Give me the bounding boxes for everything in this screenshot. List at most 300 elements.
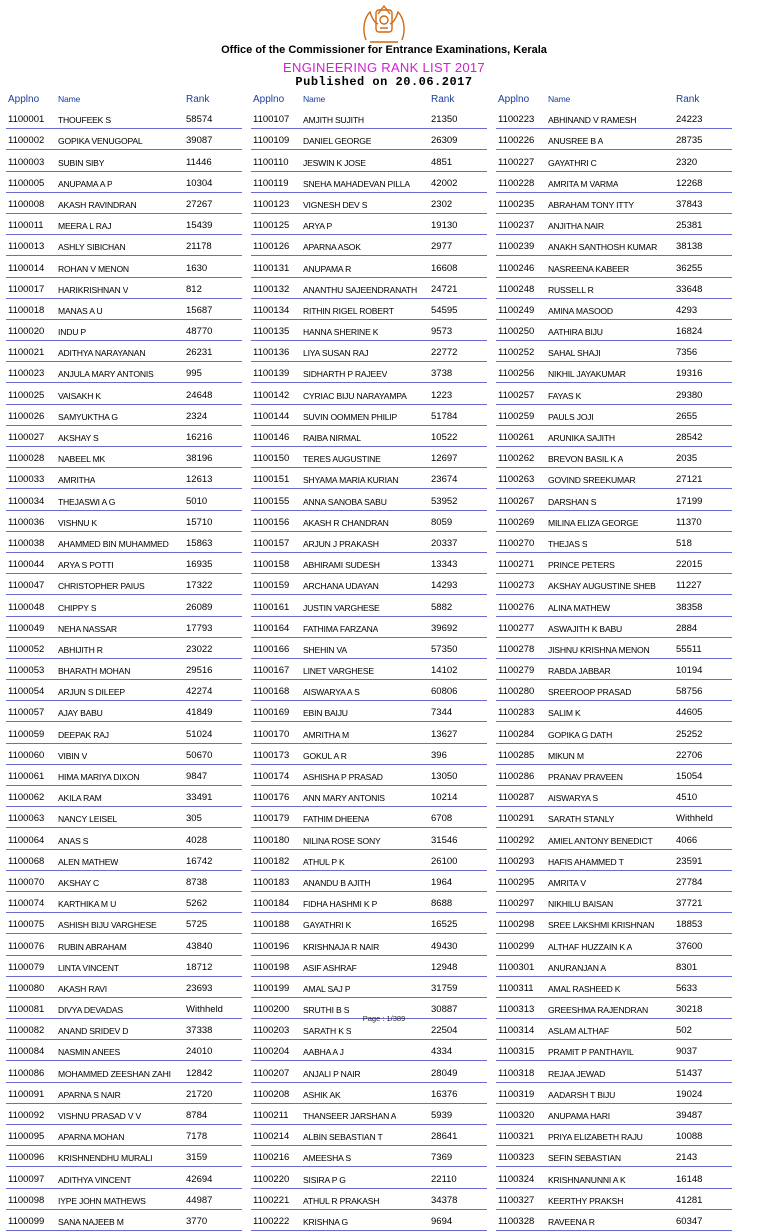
rank-value: 10214 [431,792,458,804]
table-row [6,722,242,743]
appl-no: 1100174 [253,771,290,782]
table-row [6,172,242,193]
candidate-name: SIDHARTH P RAJEEV [303,369,388,380]
rank-value: 28049 [431,1067,458,1079]
appl-no: 1100313 [498,1004,535,1016]
rank-value: 502 [676,1025,692,1037]
appl-no: 1100008 [8,198,45,210]
appl-no: 1100180 [253,834,290,846]
rank-value: 4334 [431,1046,453,1058]
candidate-name: JESWIN K JOSE [303,157,366,168]
appl-no: 1100267 [498,495,535,507]
appl-no: 1100286 [498,771,535,782]
table-row [496,871,732,892]
table-row [6,1125,242,1146]
table-row [496,1146,732,1167]
rank-value: 10194 [676,665,703,677]
appl-no: 1100277 [498,622,535,634]
rank-value: 23693 [186,982,213,994]
table-row [496,362,732,383]
appl-no: 1100028 [8,453,45,465]
table-row [251,765,487,786]
appl-no: 1100002 [8,135,45,147]
candidate-name: ALTHAF HUZZAIN K A [548,941,633,952]
table-row [6,828,242,849]
appl-no: 1100320 [498,1110,535,1121]
candidate-name: ANJULA MARY ANTONIS [58,369,154,380]
rank-value: 22772 [431,347,458,359]
rank-value: 28542 [676,432,703,443]
table-row [251,193,487,214]
table-row [496,680,732,701]
table-row [251,468,487,489]
table-row [496,1104,732,1125]
rank-value: 6708 [431,813,453,825]
rank-value: 17793 [186,622,213,634]
rank-value: 23022 [186,643,213,655]
candidate-name: AISWARYA S [548,793,598,804]
table-row [251,659,487,680]
candidate-name: AKILA RAM [58,793,102,804]
table-row [6,405,242,426]
candidate-name: MANAS A U [58,305,103,316]
appl-no: 1100159 [253,580,290,592]
candidate-name: FAYAS K [548,390,582,401]
candidate-name: ANUPAMA A P [58,178,113,189]
candidate-name: KRISHNAJA R NAIR [303,941,380,952]
rank-value: 4028 [186,834,208,846]
candidate-name: ANAKH SANTHOSH KUMAR [548,242,658,253]
table-row [251,722,487,743]
candidate-name: HARIKRISHNAN V [58,284,129,295]
candidate-name: VISHNU K [58,517,97,528]
table-row [251,341,487,362]
appl-no: 1100246 [498,262,535,274]
table-row [496,511,732,532]
table-row [251,977,487,998]
table-row [496,956,732,977]
appl-no: 1100161 [253,601,290,613]
candidate-name: ANANTHU SAJEENDRANATH [303,284,418,295]
appl-no: 1100033 [8,474,45,486]
candidate-name: ASHISH BIJU VARGHESE [58,920,157,931]
appl-no: 1100284 [498,728,535,740]
candidate-name: GAYATHRI K [303,920,352,931]
header-name: Name [58,94,81,104]
appl-no: 1100269 [498,516,535,528]
appl-no: 1100150 [253,453,290,465]
candidate-name: ASHISHA P PRASAD [303,772,383,782]
candidate-name: THOUFEEK S [58,115,111,126]
table-row [6,299,242,320]
candidate-name: ABHINAND V RAMESH [548,115,637,126]
appl-no: 1100068 [8,855,45,867]
candidate-name: THEJASWI A G [58,496,116,507]
appl-no: 1100295 [498,876,535,888]
rank-value: 37338 [186,1025,213,1037]
candidate-name: ARCHANA UDAYAN [303,581,379,592]
appl-no: 1100034 [8,495,45,507]
appl-no: 1100061 [8,771,45,782]
candidate-name: PAULS JOJI [548,411,594,422]
rank-value: 38138 [676,241,703,253]
rank-value: 16216 [186,432,213,443]
rank-value: 21178 [186,241,212,253]
appl-no: 1100283 [498,707,535,719]
table-row [6,278,242,299]
rank-value: 305 [186,813,202,825]
rank-value: 19130 [431,220,458,232]
table-row [251,680,487,701]
candidate-name: FIDHA HASHMI K P [303,899,378,910]
table-row [496,256,732,277]
appl-no: 1100027 [8,432,45,443]
rank-column-2 [251,94,487,1231]
rank-value: 10088 [676,1131,703,1143]
candidate-name: RAIBA NIRMAL [303,433,361,443]
candidate-name: SARATH STANLY [548,814,615,825]
candidate-name: AJAY BABU [58,708,103,719]
table-row [6,1210,242,1231]
rank-value: 44987 [186,1194,213,1206]
rank-value: 5882 [431,601,453,613]
appl-no: 1100328 [498,1215,535,1227]
candidate-name: SISIRA P G [303,1174,346,1185]
candidate-name: SREE LAKSHMI KRISHNAN [548,920,655,931]
appl-no: 1100092 [8,1110,45,1121]
rank-column-1 [6,94,242,1231]
table-row [496,468,732,489]
candidate-name: ANURANJAN A [548,962,606,973]
appl-no: 1100038 [8,537,45,549]
rank-value: 42002 [431,177,458,189]
table-row [6,532,242,553]
rank-value: 25252 [676,728,703,740]
appl-no: 1100280 [498,686,535,698]
table-row [251,129,487,150]
table-row [496,532,732,553]
candidate-name: ARYA P [303,221,333,232]
rank-value: 58756 [676,686,703,698]
candidate-name: SHYAMA MARIA KURIAN [303,475,399,486]
rank-value: 41281 [676,1194,703,1206]
candidate-name: GREESHMA RAJENDRAN [548,1005,649,1016]
table-row [6,1189,242,1210]
table-row [6,235,242,256]
candidate-name: ASHIK AK [303,1089,341,1100]
candidate-name: APARNA S NAIR [58,1089,121,1100]
table-row [496,553,732,574]
rank-value: 5725 [186,919,208,931]
appl-no: 1100319 [498,1088,535,1100]
appl-no: 1100020 [8,326,45,338]
candidate-name: AMAL SAJ P [303,983,351,994]
candidate-name: VISHNU PRASAD V V [58,1111,142,1121]
candidate-name: ADITHYA NARAYANAN [58,348,146,359]
rank-value: 54595 [431,304,458,316]
appl-no: 1100005 [8,177,45,189]
appl-no: 1100184 [253,898,290,910]
candidate-name: SREEROOP PRASAD [548,687,632,698]
table-row [251,701,487,722]
rank-value: 15863 [186,537,213,549]
rank-value: 13050 [431,771,458,782]
appl-no: 1100119 [253,177,289,189]
appl-no: 1100324 [498,1173,535,1185]
table-row [496,828,732,849]
candidate-name: AABHA A J [303,1047,344,1058]
candidate-name: AMRITA M VARMA [548,178,619,189]
table-row [496,595,732,616]
rank-value: 3738 [431,368,453,380]
rank-value: 2324 [186,410,208,422]
table-row [6,1104,242,1125]
table-row [6,701,242,722]
rank-value: 57350 [431,643,458,655]
appl-no: 1100021 [8,347,45,359]
appl-no: 1100023 [8,368,45,380]
appl-no: 1100025 [8,389,45,401]
table-row [6,468,242,489]
table-row [496,278,732,299]
table-row [6,129,242,150]
candidate-name: ATHUL R PRAKASH [303,1195,380,1206]
appl-no: 1100227 [498,156,535,168]
candidate-name: SUVIN OOMMEN PHILIP [303,411,398,422]
candidate-name: SHEHIN VA [303,644,347,655]
appl-no: 1100131 [253,262,290,274]
appl-no: 1100049 [8,622,45,634]
appl-no: 1100199 [253,982,290,994]
rank-value: 16742 [186,855,213,867]
table-row [496,193,732,214]
candidate-name: THANSEER JARSHAN A [303,1111,397,1121]
appl-no: 1100134 [253,304,290,316]
table-row [6,150,242,171]
table-row [6,638,242,659]
rank-value: 27267 [186,198,213,210]
rank-value: 2655 [676,410,698,422]
rank-value: 15710 [186,516,213,528]
candidate-name: BHARATH MOHAN [58,666,131,677]
rank-value: 34378 [431,1194,458,1206]
appl-no: 1100183 [253,876,290,888]
candidate-name: AADARSH T BIJU [548,1089,616,1100]
candidate-name: ANUPAMA HARI [548,1111,610,1121]
candidate-name: AKSHAY S [58,433,99,443]
appl-no: 1100109 [253,135,290,147]
appl-no: 1100164 [253,622,290,634]
rank-value: 16376 [431,1088,458,1100]
rank-value: 60806 [431,686,458,698]
candidate-name: GOPIKA VENUGOPAL [58,136,143,147]
candidate-name: MIKUN M [548,750,584,761]
rank-value: 33648 [676,283,703,295]
rank-value: 28641 [431,1131,458,1143]
table-row [251,405,487,426]
table-row [251,426,487,447]
rank-value: 23591 [676,855,703,867]
appl-no: 1100142 [253,389,290,401]
rank-value: 13627 [431,728,458,740]
appl-no: 1100311 [498,982,534,994]
candidate-name: KARTHIKA M U [58,899,117,910]
rank-value: 7369 [431,1152,453,1164]
table-row [496,1189,732,1210]
appl-no: 1100074 [8,898,45,910]
rank-value: 13343 [431,559,458,571]
appl-no: 1100170 [253,728,290,740]
rank-column-3 [496,94,732,1231]
rank-value: 29380 [676,389,703,401]
candidate-name: KRISHNA G [303,1216,348,1227]
appl-no: 1100144 [253,410,290,422]
appl-no: 1100222 [253,1215,290,1227]
rank-value: 38196 [186,453,213,465]
table-row [251,1189,487,1210]
rank-value: 19024 [676,1088,703,1100]
rank-value: 48770 [186,326,213,338]
table-row [6,744,242,765]
rank-value: 31546 [431,834,458,846]
table-row [496,807,732,828]
candidate-name: AISWARYA A S [303,687,360,698]
rank-value: 41849 [186,707,213,719]
appl-no: 1100321 [498,1131,535,1143]
candidate-name: AKASH RAVI [58,983,107,994]
rank-value: 16935 [186,559,213,571]
rank-value: 4510 [676,792,698,804]
table-row [251,447,487,468]
rank-value: 30887 [431,1004,458,1016]
rank-value: 812 [186,283,202,295]
appl-no: 1100235 [498,198,535,210]
table-row [251,532,487,553]
rank-value: 38358 [676,601,703,613]
table-row [251,150,487,171]
rank-value: 518 [676,537,692,549]
rank-value: 51024 [186,728,213,740]
rank-value: 2302 [431,198,453,210]
appl-no: 1100220 [253,1173,290,1185]
table-row [251,1040,487,1061]
rank-value: 9694 [431,1215,453,1227]
candidate-name: ANANDU B AJITH [303,877,371,888]
header-applno: Applno [8,94,40,105]
appl-no: 1100226 [498,135,535,147]
table-row [251,362,487,383]
appl-no: 1100293 [498,855,535,867]
candidate-name: SEFIN SEBASTIAN [548,1153,621,1164]
rank-value: 9037 [676,1046,698,1058]
rank-value: 18853 [676,919,703,931]
rank-value: 396 [431,749,447,761]
appl-no: 1100263 [498,474,535,486]
candidate-name: SALIM K [548,708,581,719]
rank-value: 21720 [186,1088,213,1100]
table-row [251,1125,487,1146]
rank-value: 23674 [431,474,458,486]
appl-no: 1100249 [498,304,535,316]
candidate-name: DARSHAN S [548,496,597,507]
rank-value: 60347 [676,1215,703,1227]
rank-value: 24010 [186,1046,213,1058]
rank-value: 15439 [186,220,213,232]
candidate-name: NIKHIL JAYAKUMAR [548,369,626,380]
candidate-name: ABRAHAM TONY ITTY [548,199,634,210]
rank-value: 12268 [676,177,703,189]
rank-value: 22110 [431,1173,457,1185]
rank-value: 11370 [676,516,702,528]
table-row [251,235,487,256]
candidate-name: ARYA S POTTI [58,560,114,571]
table-row [6,659,242,680]
table-row [6,617,242,638]
table-row [496,235,732,256]
rank-value: 2035 [676,453,698,465]
table-row [496,977,732,998]
appl-no: 1100098 [8,1194,45,1206]
appl-no: 1100256 [498,368,535,380]
rank-value: 26231 [186,347,213,359]
table-row [496,129,732,150]
table-row [251,278,487,299]
kerala-emblem-icon [352,0,416,44]
candidate-name: NASREENA KABEER [548,263,630,274]
table-row [6,1167,242,1188]
page-title: ENGINEERING RANK LIST 2017 [283,60,485,75]
appl-no: 1100014 [8,262,45,274]
table-row [496,913,732,934]
rank-value: 4851 [431,156,453,168]
appl-no: 1100259 [498,410,535,422]
appl-no: 1100208 [253,1088,290,1100]
rank-value: 20337 [431,537,458,549]
table-row [496,638,732,659]
rank-value: 4066 [676,834,698,846]
rank-value: 18712 [186,961,213,973]
rank-value: 12697 [431,453,458,465]
candidate-name: ROHAN V MENON [58,263,129,274]
candidate-name: LIYA SUSAN RAJ [303,348,369,359]
candidate-name: JUSTIN VARGHESE [303,602,380,613]
rank-value: 3159 [186,1152,208,1164]
rank-value: 16824 [676,326,703,338]
table-row [251,511,487,532]
table-row [6,574,242,595]
candidate-name: THEJAS S [548,538,588,549]
appl-no: 1100003 [8,156,45,168]
candidate-name: NANCY LEISEL [58,814,118,825]
appl-no: 1100292 [498,834,535,846]
rank-value: 11446 [186,156,212,168]
candidate-name: KEERTHY PRAKSH [548,1195,624,1206]
rank-value: 39692 [431,622,458,634]
candidate-name: ANJALI P NAIR [303,1068,361,1079]
appl-no: 1100018 [8,304,45,316]
table-row [6,913,242,934]
rank-value: 28735 [676,135,703,147]
appl-no: 1100196 [253,940,290,952]
appl-no: 1100207 [253,1067,290,1079]
table-row [251,172,487,193]
rank-value: 5633 [676,982,698,994]
appl-no: 1100221 [253,1194,290,1206]
table-row [251,934,487,955]
rank-value: 10522 [431,432,458,443]
rank-value: 26089 [186,601,213,613]
candidate-name: ARUNIKA SAJITH [548,433,615,443]
